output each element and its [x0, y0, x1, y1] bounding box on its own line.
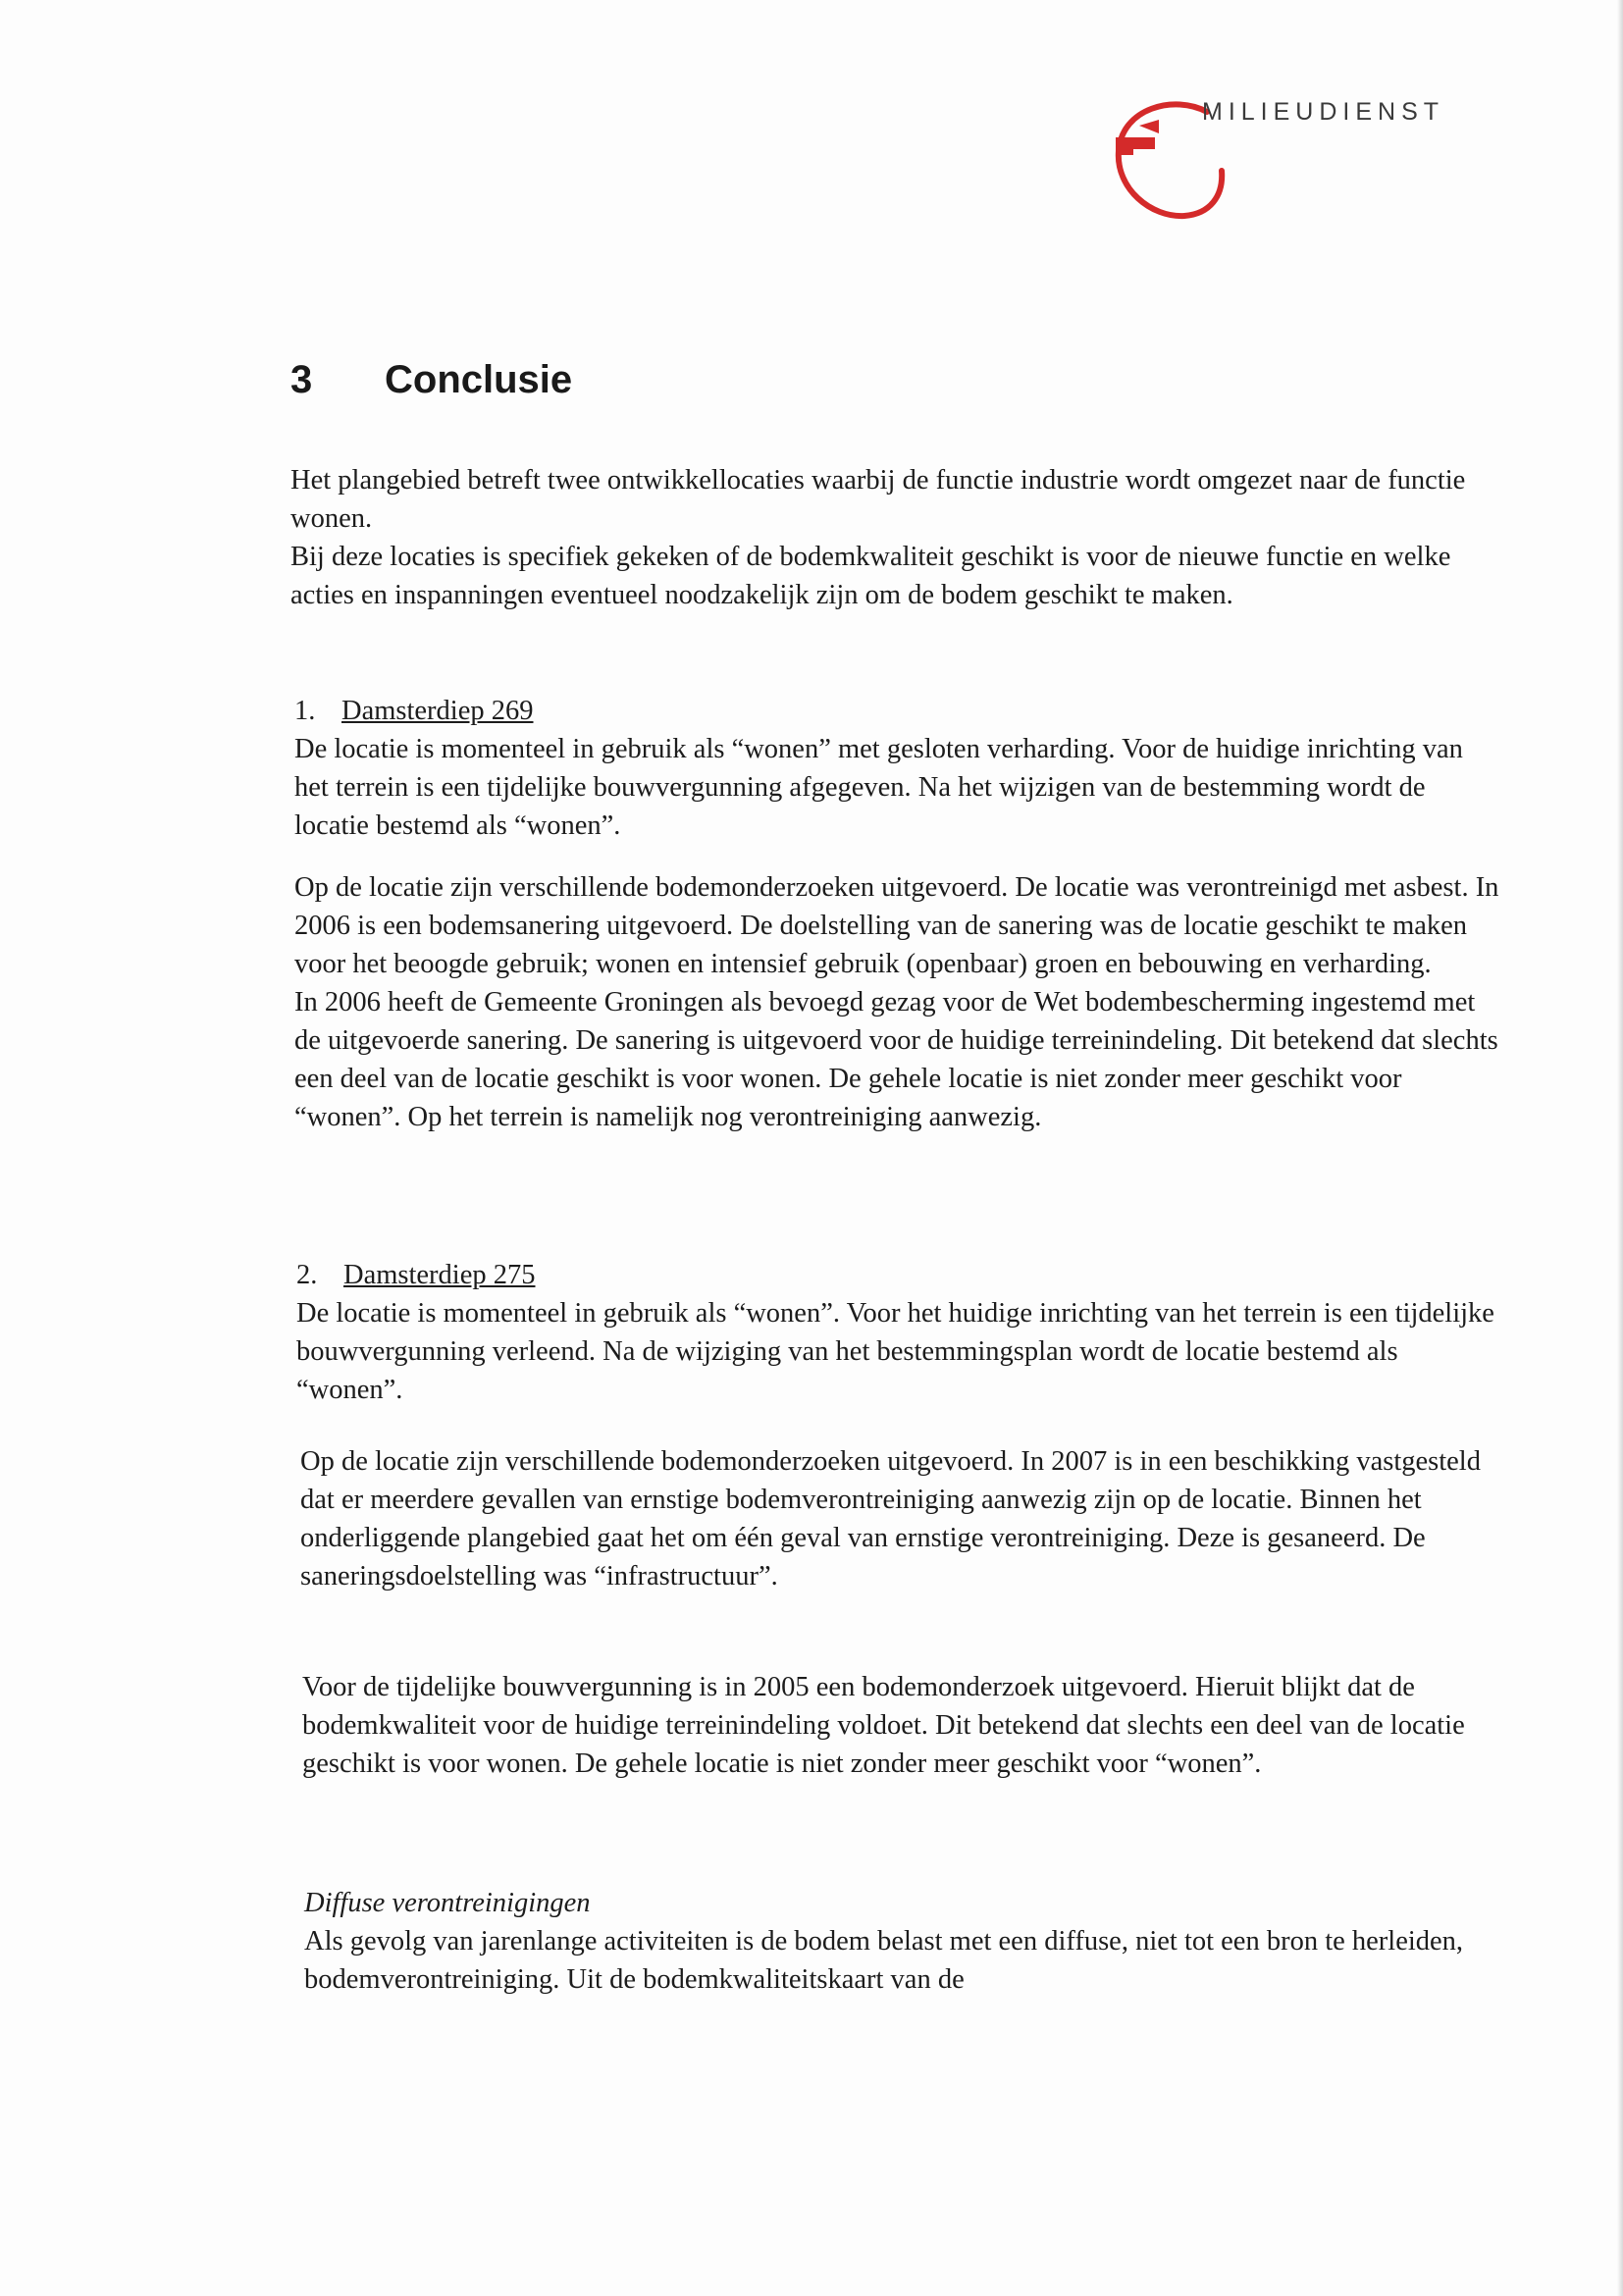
intro-section [290, 461, 1497, 614]
chapter-heading [290, 358, 572, 402]
location-2-paragraph-3: Voor de tijdelijke bouwvergunning is in 2005 een bodemonderzoek uitgevoerd. Hieruit blijkt dat de bodemkwaliteit voor de huidige terreinindeling voldoet. Dit betekend dat slechts een deel van de locatie geschikt is voor wonen. De gehele locatie is niet zonder meer geschikt voor “wonen”. [302, 1672, 1465, 1779]
location-1-paragraph-3: In 2006 heeft de Gemeente Groningen als bevoegd gezag voor de Wet bodembescherming ingestemd met de uitgevoerde sanering. De sanering is uitgevoerd voor de huidige terreinindeling. Dit betekend dat slechts een deel van de locatie geschikt is voor wonen. De gehele locatie is niet zonder meer geschikt voor “wonen”. Op het terrein is namelijk nog verontreiniging aanwezig. [294, 987, 1498, 1132]
location-2-permit [302, 1668, 1509, 1783]
diffuse-section [304, 1884, 1511, 1999]
chapter-title: Conclusie [385, 358, 573, 401]
location-2-title: Damsterdiep 275 [343, 1260, 536, 1290]
location-2-paragraph-2: Op de locatie zijn verschillende bodemonderzoeken uitgevoerd. In 2007 is in een beschikking vastgesteld dat er meerdere gevallen van ernstige bodemverontreiniging aanwezig zijn op de locatie. Binnen het onderliggende plangebied gaat het om één geval van ernstige verontreiniging. Deze is gesaneerd. De saneringsdoelstelling was “infrastructuur”. [300, 1446, 1481, 1592]
location-1-heading [294, 692, 1501, 730]
location-1-paragraph-1: De locatie is momenteel in gebruik als “wonen” met gesloten verharding. Voor de huidige inrichting van het terrein is een tijdelijke bouwvergunning afgegeven. Na het wijzigen van de bestemming wordt de locatie bestemd als “wonen”. [294, 734, 1463, 841]
location-2-index: 2. [296, 1260, 318, 1290]
diffuse-paragraph: Als gevolg van jarenlange activiteiten is de bodem belast met een diffuse, niet tot een bron te herleiden, bodemverontreiniging. Uit de bodemkwaliteitskaart van de [304, 1926, 1464, 1995]
location-1-index: 1. [294, 696, 316, 726]
logo-text: MILIEUDIENST [1202, 98, 1445, 126]
location-2-paragraph-1: De locatie is momenteel in gebruik als “wonen”. Voor het huidige inrichting van het terrein is een tijdelijke bouwvergunning verleend. Na de wijziging van het bestemmingsplan wordt de locatie bestemd als “wonen”. [296, 1298, 1494, 1405]
location-1-section [294, 692, 1501, 845]
location-1-details [294, 868, 1501, 1136]
location-1-title: Damsterdiep 269 [341, 696, 534, 726]
location-2-heading [296, 1256, 1503, 1294]
intro-paragraph-2: Bij deze locaties is specifiek gekeken of de bodemkwaliteit geschikt is voor de nieuwe functie en welke acties en inspanningen eventueel noodzakelijk zijn om de bodem geschikt te maken. [290, 542, 1451, 610]
diffuse-heading: Diffuse verontreinigingen [304, 1888, 591, 1918]
scan-edge [1617, 0, 1623, 2296]
intro-paragraph-1: Het plangebied betreft twee ontwikkellocaties waarbij de functie industrie wordt omgezet naar de functie wonen. [290, 465, 1466, 534]
location-1-paragraph-2: Op de locatie zijn verschillende bodemonderzoeken uitgevoerd. De locatie was verontreinigd met asbest. In 2006 is een bodemsanering uitgevoerd. De doelstelling van de sanering was de locatie geschikt te maken voor het beoogde gebruik; wonen en intensief gebruik (openbaar) groen en bebouwing en verharding. [294, 872, 1499, 979]
chapter-number: 3 [290, 358, 313, 401]
milieudienst-logo [1104, 90, 1445, 228]
location-2-section [296, 1256, 1503, 1409]
location-2-details [300, 1442, 1507, 1595]
